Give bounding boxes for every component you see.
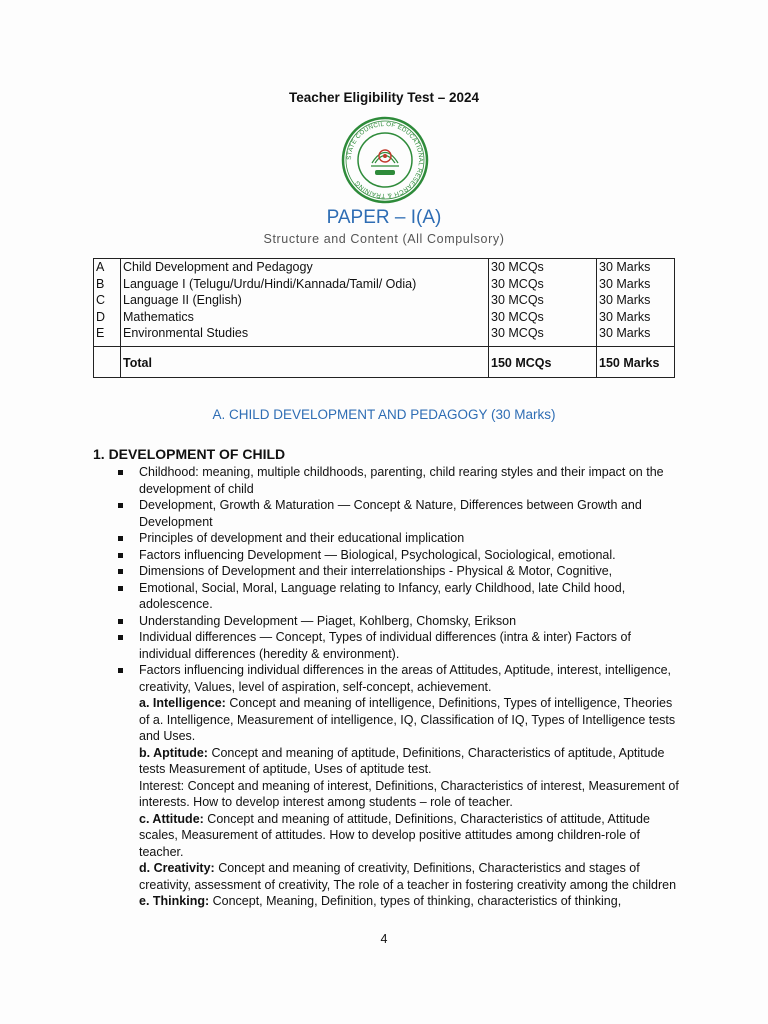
total-label: Total xyxy=(121,346,489,377)
row-subject: Language I (Telugu/Urdu/Hindi/Kannada/Tamil/ Odia) xyxy=(123,276,417,291)
row-mcqs: 30 MCQs xyxy=(491,309,544,324)
list-item xyxy=(139,547,679,564)
subsection-label: a. Intelligence: xyxy=(139,696,226,710)
bullet-icon xyxy=(118,569,123,574)
section-heading: A. CHILD DEVELOPMENT AND PEDAGOGY (30 Marks) xyxy=(212,407,556,422)
list-item-text: Dimensions of Development and their interrelationships - Physical & Motor, Cognitive, xyxy=(139,564,613,578)
marks-column xyxy=(597,259,675,347)
row-mcqs: 30 MCQs xyxy=(491,293,544,307)
list-item xyxy=(139,497,679,530)
row-code: A xyxy=(96,260,105,274)
bullet-icon xyxy=(118,536,123,541)
aptitude-subsection xyxy=(139,745,679,778)
bullet-icon xyxy=(118,503,123,508)
row-code: D xyxy=(96,309,106,324)
total-marks: 150 Marks xyxy=(597,346,675,377)
list-item xyxy=(139,530,679,547)
list-item-text: Factors influencing Development — Biological, Psychological, Sociological, emotional. xyxy=(139,547,616,562)
bullet-icon xyxy=(118,553,123,558)
subsection-text: Interest: Concept and meaning of interest, Definitions, Characteristics of interest, Measurement of interests. How to develop interest among students – role of teacher. xyxy=(139,778,679,809)
subject-column xyxy=(121,259,489,347)
page-number: 4 xyxy=(380,932,388,946)
total-mcqs: 150 MCQs xyxy=(489,346,597,377)
list-item-text: Emotional, Social, Moral, Language relating to Infancy, early Childhood, late Child hood, adolescence. xyxy=(139,580,626,611)
list-item-text: Development, Growth & Maturation — Concept & Nature, Differences between Growth and Development xyxy=(139,498,642,529)
list-item-text: Individual differences — Concept, Types of individual differences (intra & inter) Factors of individual differences (heredity & environment). xyxy=(139,630,631,661)
row-subject: Mathematics xyxy=(123,309,194,324)
list-item xyxy=(139,580,679,613)
total-row xyxy=(94,346,675,377)
subsection-label: e. Thinking: xyxy=(139,894,210,908)
list-item xyxy=(139,464,679,497)
row-subject: Environmental Studies xyxy=(123,326,249,340)
document-title: Teacher Eligibility Test – 2024 xyxy=(288,90,480,105)
code-column xyxy=(94,259,121,347)
topic-list xyxy=(139,464,679,910)
row-subject: Child Development and Pedagogy xyxy=(123,260,313,274)
subsection-heading: 1. DEVELOPMENT OF CHILD xyxy=(93,446,286,462)
total-code-cell xyxy=(94,346,121,377)
structure-table xyxy=(93,258,675,378)
subsection-label: c. Attitude: xyxy=(139,811,204,826)
list-item-text: Childhood: meaning, multiple childhoods, parenting, child rearing styles and their impact on the development of child xyxy=(139,465,664,496)
row-mcqs: 30 MCQs xyxy=(491,326,544,340)
list-item-text: Understanding Development — Piaget, Kohlberg, Chomsky, Erikson xyxy=(139,613,517,628)
bullet-icon xyxy=(118,586,123,591)
bullet-icon xyxy=(118,668,123,673)
intelligence-subsection xyxy=(139,695,679,745)
row-code: C xyxy=(96,293,106,307)
list-item xyxy=(139,563,679,580)
row-code: E xyxy=(96,326,105,340)
table-body xyxy=(94,259,675,347)
list-item xyxy=(139,629,679,662)
seal-ring-text: STATE COUNCIL OF EDUCATIONAL RESEARCH & TRAINING xyxy=(345,120,425,200)
subsection-text: Concept, Meaning, Definition, types of thinking, characteristics of thinking, xyxy=(212,894,622,908)
thinking-subsection xyxy=(139,893,679,910)
paper-title: PAPER – I(A) xyxy=(326,207,442,228)
subsection-text: Concept and meaning of intelligence, Definitions, Types of intelligence, Theories of a. Intelligence, Measurement of intelligence, IQ, Classification of IQ, Types of Intelligence tests and Uses. xyxy=(139,696,676,743)
row-subject: Language II (English) xyxy=(123,293,242,307)
row-marks: 30 Marks xyxy=(599,326,651,340)
row-mcqs: 30 MCQs xyxy=(491,260,544,274)
row-marks: 30 Marks xyxy=(599,276,651,291)
bullet-icon xyxy=(118,635,123,640)
subsection-text: Concept and meaning of creativity, Definitions, Characteristics and stages of creativity, assessment of creativity, The role of a teacher in fostering creativity among the children xyxy=(139,861,677,892)
row-marks: 30 Marks xyxy=(599,293,651,307)
subsection-label: b. Aptitude: xyxy=(139,745,208,760)
scert-seal-icon xyxy=(341,116,429,204)
list-item xyxy=(139,662,679,910)
list-item xyxy=(139,613,679,630)
attitude-subsection xyxy=(139,811,679,861)
subsection-label: d. Creativity: xyxy=(139,861,215,875)
bullet-icon xyxy=(118,619,123,624)
paper-subtitle: Structure and Content (All Compulsory) xyxy=(263,232,505,246)
row-marks: 30 Marks xyxy=(599,260,651,274)
subsection-text: Concept and meaning of aptitude, Definitions, Characteristics of aptitude, Aptitude tests Measurement of aptitude, Uses of aptitude test. xyxy=(139,745,665,776)
subsection-text: Concept and meaning of attitude, Definitions, Characteristics of attitude, Attitude scales, Measurement of attitudes. How to develop positive attitudes among children-role of teacher. xyxy=(139,811,650,859)
creativity-subsection xyxy=(139,860,679,893)
row-marks: 30 Marks xyxy=(599,309,651,324)
list-item-text: Principles of development and their educational implication xyxy=(139,531,465,545)
row-code: B xyxy=(96,276,105,291)
row-mcqs: 30 MCQs xyxy=(491,276,544,291)
bullet-icon xyxy=(118,470,123,475)
interest-subsection xyxy=(139,778,679,811)
mcqs-column xyxy=(489,259,597,347)
list-item-text: Factors influencing individual differences in the areas of Attitudes, Aptitude, interest, intelligence, creativity, Values, level of aspiration, self-concept, achievement. xyxy=(139,663,672,694)
